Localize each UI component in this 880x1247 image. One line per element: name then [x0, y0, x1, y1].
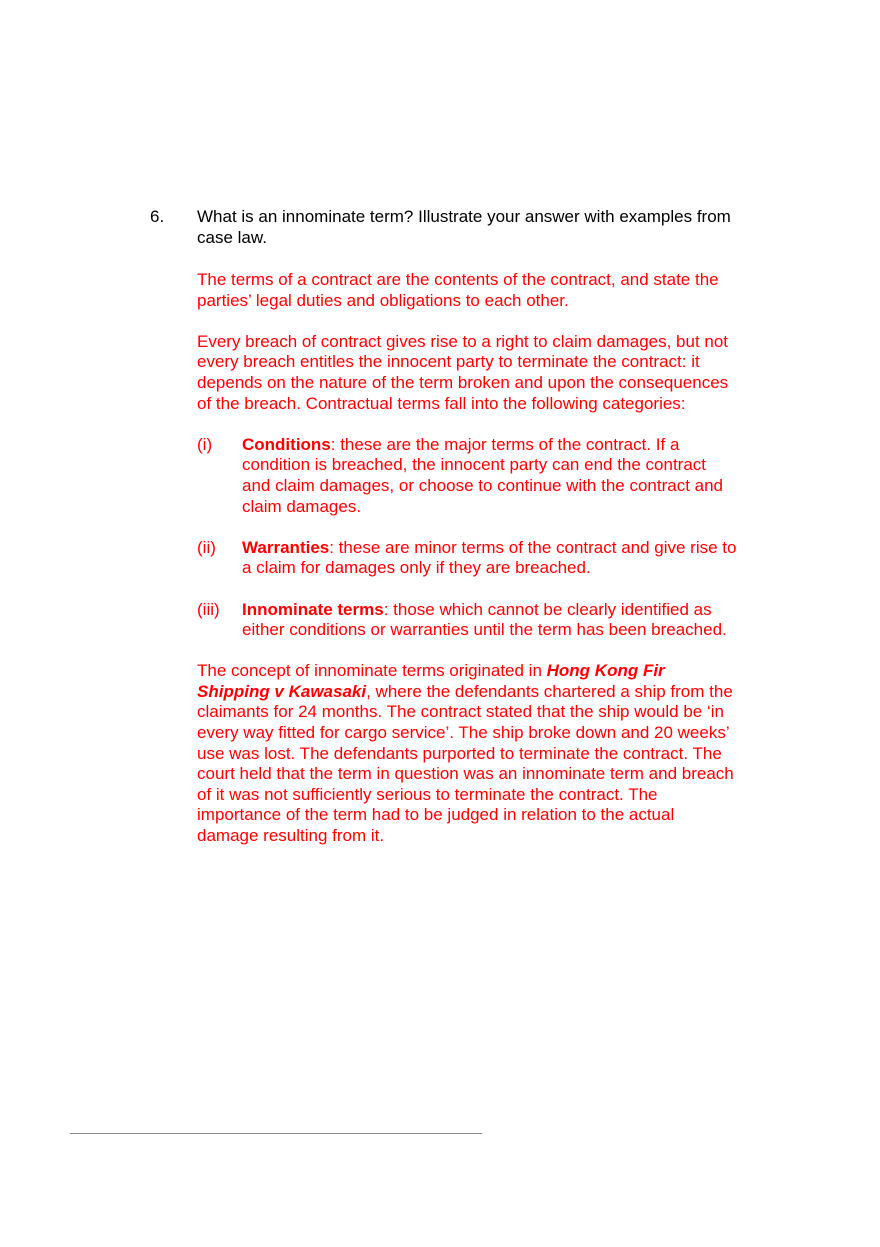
case-name: Hong Kong Fir Shipping v Kawasaki [197, 661, 665, 701]
category-term: Innominate terms [242, 599, 384, 619]
category-item-warranties [197, 538, 737, 579]
footnote-separator [70, 1133, 482, 1134]
answer-block [197, 270, 737, 867]
category-item-conditions [197, 435, 737, 517]
category-item-innominate-terms [197, 600, 737, 641]
category-term: Warranties [242, 537, 330, 557]
category-term: Conditions [242, 434, 331, 454]
category-description: : these are the major terms of the contract. If a condition is breached, the innocent party can end the contract and claim damages, or choose to continue with the contract and claim damages. [242, 434, 724, 516]
answer-intro-paragraph: The terms of a contract are the contents of the contract, and state the parties’ legal duties and obligations to each other. [197, 270, 719, 310]
category-description: : those which cannot be clearly identified as either conditions or warranties until the term has been breached. [242, 599, 727, 640]
category-marker: (i) [197, 434, 213, 454]
category-marker: (iii) [197, 599, 220, 619]
question-number: 6. [150, 207, 165, 226]
case-body: , where the defendants chartered a ship from the claimants for 24 months. The contract stated that the ship would be ‘in every way fitted for cargo service’. The ship broke down and 20 weeks’ use was lost. The defendants purported to terminate the contract. The court held that the term in question was an innominate term and breach of it was not sufficiently serious to terminate the contract. The importance of the term had to be judged in relation to the actual damage resulting from it. [197, 681, 734, 846]
case-paragraph [197, 661, 737, 846]
answer-breach-paragraph: Every breach of contract gives rise to a right to claim damages, but not every breach entitles the innocent party to terminate the contract: it depends on the nature of the term broken and upon the consequences of the breach. Contractual terms fall into the following categories: [197, 331, 729, 413]
question-text: What is an innominate term? Illustrate your answer with examples from case law. [197, 207, 731, 247]
case-lead: The concept of innominate terms originated in [197, 661, 547, 681]
category-description: : these are minor terms of the contract and give rise to a claim for damages only if they are breached. [242, 537, 737, 578]
category-marker: (ii) [197, 537, 216, 557]
